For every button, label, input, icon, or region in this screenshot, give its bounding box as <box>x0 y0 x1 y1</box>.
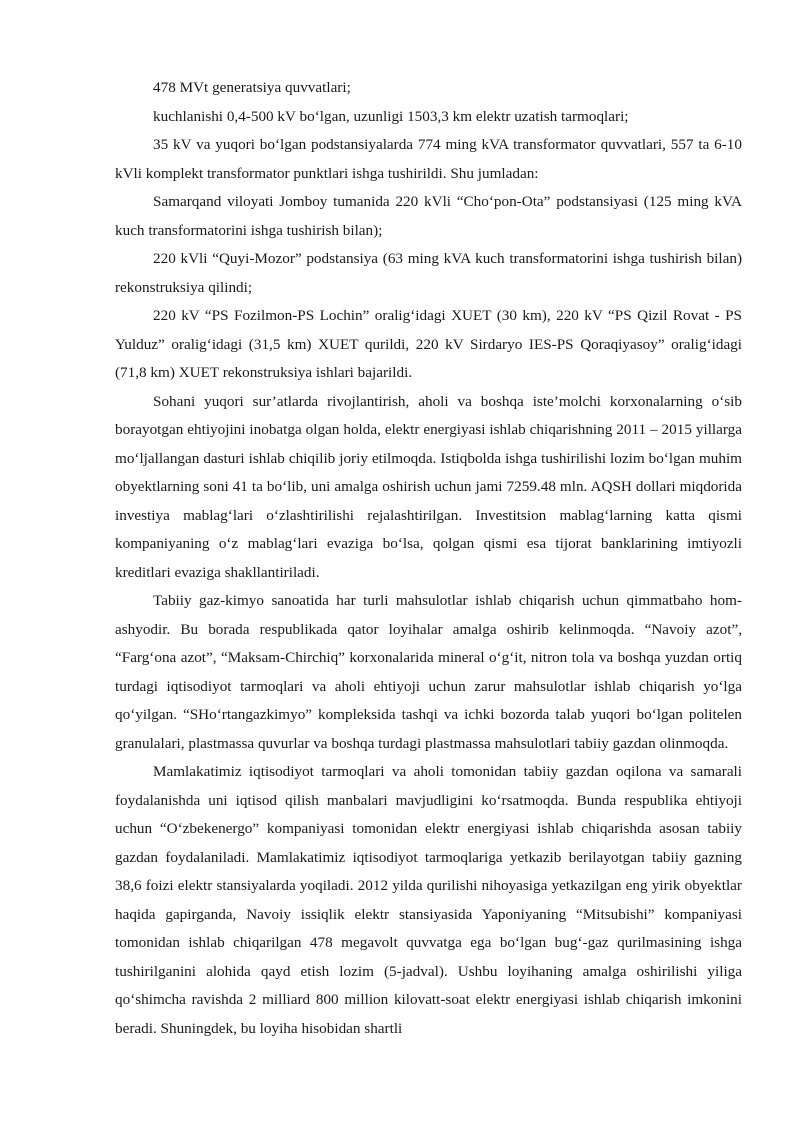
paragraph-substations: 35 kV va yuqori bo‘lgan podstansiyalarda 774 ming kVA transformator quvvatlari, 557 ta 6-10 kVli komplekt transformator punktlari ishga tushirildi. Shu jumladan: <box>115 136 742 182</box>
paragraph-generation-capacity: 478 MVt generatsiya quvvatlari; <box>153 79 351 96</box>
paragraph-gas-usage: Mamlakatimiz iqtisodiyot tarmoqlari va aholi tomonidan tabiiy gazdan oqilona va samarali foydalanishda uni iqtisod qilish manbalari mavjudligini ko‘rsatmoqda. Bunda respublika ehtiyoji uchun “O‘zbekenergo” kompaniyasi tomonidan elektr energiyasi ishlab chiqarishda asosan tabiiy gazdan foydalaniladi. Mamlakatimiz iqtisodiyot tarmoqlariga yetkazib berilayotgan tabiiy gazning 38,6 foizi elektr stansiyalarda yoqiladi. 2012 yilda qurilishi nihoyasiga yetkazilgan eng yirik obyektlar haqida gapirganda, Navoiy issiqlik elektr stansiyasida Yaponiyaning “Mitsubishi” kompaniyasi tomonidan ishlab chiqarilgan 478 megavolt quvvatga ega bo‘lgan bug‘-gaz qurilmasining ishga tushirilganini alohida qayd etish lozim (5-jadval). Ushbu loyihaning amalga oshirilishi yiliga qo‘shimcha ravishda 2 milliard 800 million kilovatt-soat elektr energiyasi ishlab chiqarish imkonini beradi. Shuningdek, bu loyiha hisobidan shartli <box>115 763 742 1037</box>
paragraph-gas-chemistry: Tabiiy gaz-kimyo sanoatida har turli mahsulotlar ishlab chiqarish uchun qimmatbaho hom-ashyodir. Bu borada respublikada qator loyihalar amalga oshirib kelinmoqda. “Navoiy azot”, “Farg‘ona azot”, “Maksam-Chirchiq” korxonalarida mineral o‘g‘it, nitron tola va boshqa yuzdan ortiq turdagi iqtisodiyot tarmoqlari va aholi ehtiyoji uchun zarur mahsulotlar ishlab chiqarish yo‘lga qo‘yilgan. “SHo‘rtangazkimyo” kompleksida tashqi va ichki bozorda talab yuqori bo‘lgan politelen granulalari, plastmassa quvurlar va boshqa turdagi plastmassa mahsulotlari tabiiy gazdan olinmoqda. <box>115 592 742 752</box>
paragraph-xuet-lines: 220 kV “PS Fozilmon-PS Lochin” oralig‘idagi XUET (30 km), 220 kV “PS Qizil Rovat - PS Yulduz” oralig‘idagi (31,5 km) XUET qurildi, 220 kV Sirdaryo IES-PS Qoraqiyasoy” oralig‘idagi (71,8 km) XUET rekonstruksiya ishlari bajarildi. <box>115 307 742 381</box>
paragraph-transmission-lines: kuchlanishi 0,4-500 kV bo‘lgan, uzunligi 1503,3 km elektr uzatish tarmoqlari; <box>153 107 629 125</box>
document-page <box>115 74 742 1043</box>
paragraph-development-program: Sohani yuqori sur’atlarda rivojlantirish, aholi va boshqa iste’molchi korxonalarning o‘sib borayotgan ehtiyojini inobatga olgan holda, elektr energiyasi ishlab chiqarishning 2011 – 2015 yillarga mo‘ljallangan dasturi ishlab chiqilib joriy etilmoqda. Istiqbolda ishga tushirilishi lozim bo‘lgan muhim obyektlarning soni 41 ta bo‘lib, uni amalga oshirish uchun jami 7259.48 mln. AQSH dollari miqdorida investiya mablag‘lari o‘zlashtirilishi rejalashtirilgan. Investitsion mablag‘larning katta qismi kompaniyaning o‘z mablag‘lari evaziga bo‘lsa, qolgan qismi esa tijorat banklarining imtiyozli kreditlari evaziga shakllantiriladi. <box>115 392 742 581</box>
paragraph-quyi-mozor: 220 kVli “Quyi-Mozor” podstansiya (63 ming kVA kuch transformatorini ishga tushirish bilan) rekonstruksiya qilindi; <box>115 250 742 296</box>
paragraph-chopon-ota: Samarqand viloyati Jomboy tumanida 220 kVli “Cho‘pon-Ota” podstansiyasi (125 ming kVA kuch transformatorini ishga tushirish bilan); <box>115 193 742 239</box>
